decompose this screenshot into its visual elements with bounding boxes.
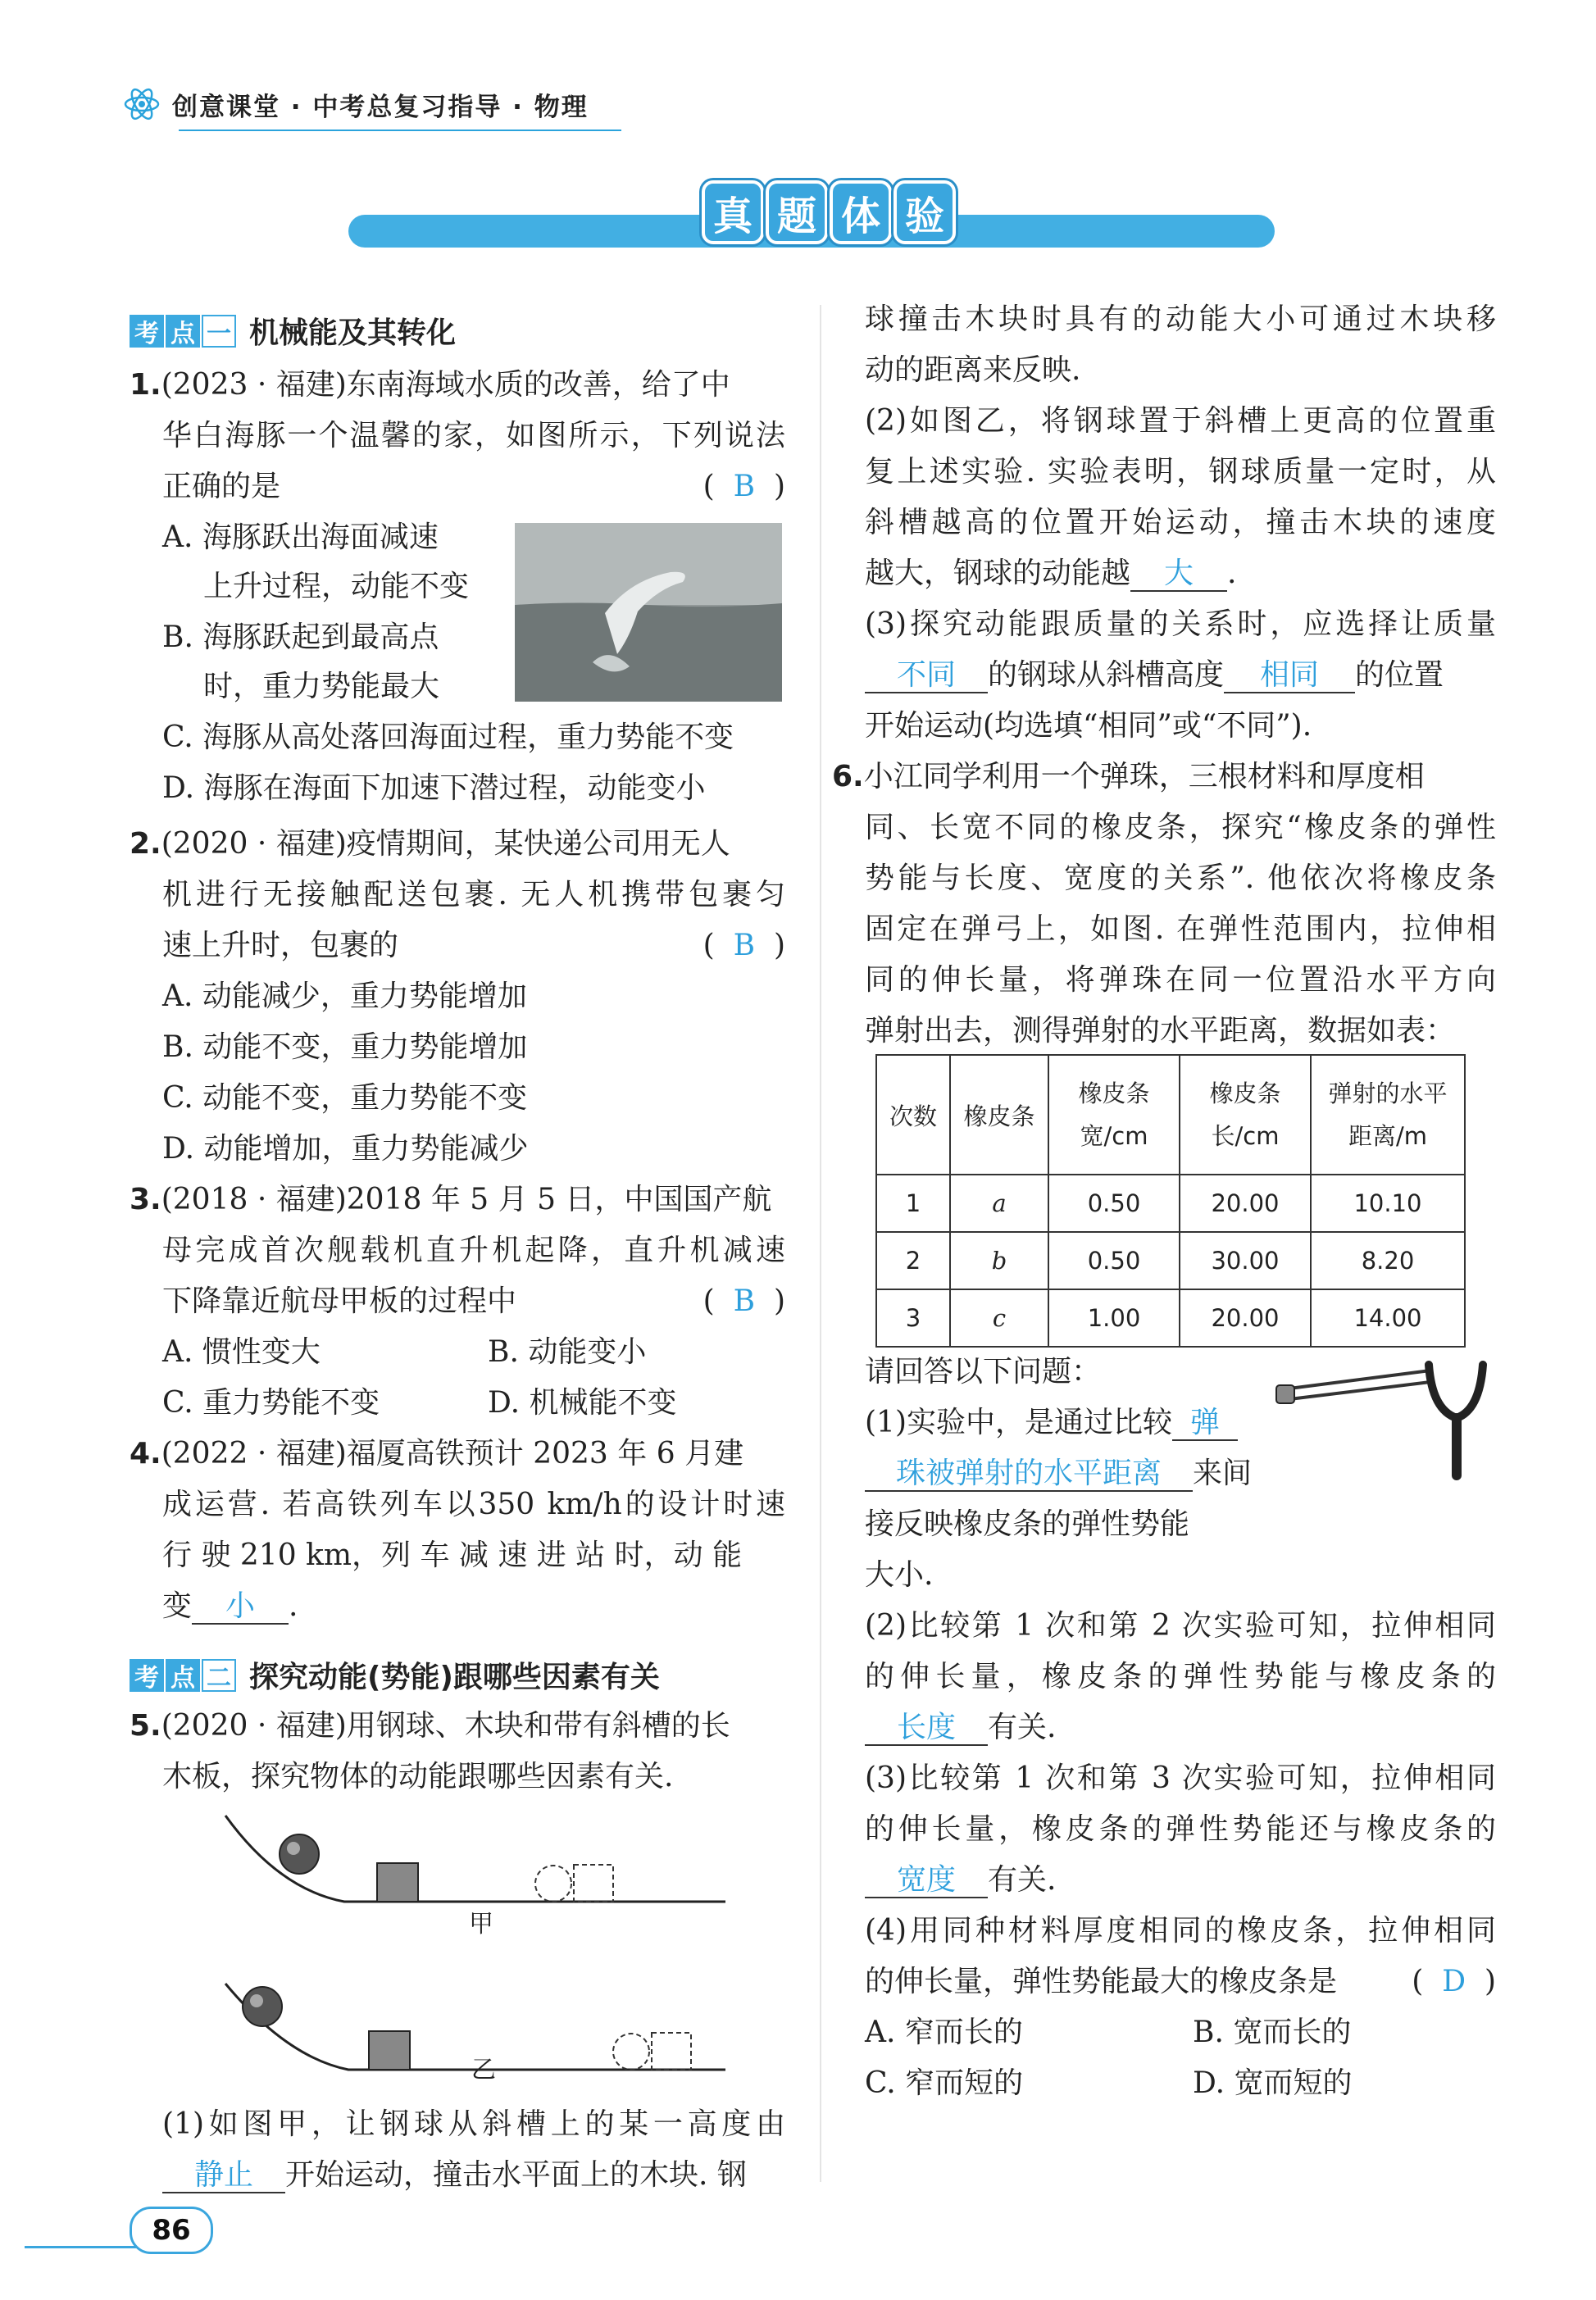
question-number: 1. <box>130 368 161 402</box>
q6-line2: 同、长宽不同的橡皮条，探究“橡皮条的弹性 <box>865 811 1496 844</box>
q6-p3-line1: (3)比较第 1 次和第 3 次实验可知，拉伸相同 <box>865 1761 1496 1795</box>
ramp-diagram-jia <box>225 1816 725 1902</box>
atom-icon <box>123 85 161 123</box>
wood-block <box>377 1863 418 1902</box>
q1-option-b2: 时，重力势能最大 <box>203 670 440 703</box>
section-title: 探究动能(势能)跟哪些因素有关 <box>249 1661 660 1694</box>
tag-char: 二 <box>202 1659 236 1692</box>
q1-option-a2: 上升过程，动能不变 <box>203 570 470 603</box>
q5-p2-line1: (2)如图乙，将钢球置于斜槽上更高的位置重 <box>865 404 1496 438</box>
table-row <box>876 1289 1465 1347</box>
q2-line3: 速上升时，包裹的 ( B ) <box>162 929 785 962</box>
q2-answer: B <box>733 929 756 962</box>
q6-p2-line3: 长度 有关. <box>865 1710 1056 1746</box>
tag-char: 点 <box>166 315 200 348</box>
tag-char: 一 <box>202 315 236 348</box>
column-divider <box>820 305 821 2182</box>
q6-p1-line1: (1)实验中，是通过比较 弹 <box>865 1405 1238 1441</box>
table-cell: a <box>950 1175 1048 1232</box>
q6-p3-line2: 的伸长量，橡皮条的弹性势能还与橡皮条的 <box>865 1812 1496 1846</box>
q5-p3-line2: 不同 的钢球从斜槽高度 相同 的位置 <box>865 657 1444 693</box>
table-header-row <box>876 1055 1465 1175</box>
q5-blank3: 不同 <box>865 659 988 693</box>
q1-answer: B <box>733 470 756 503</box>
q1-answer-bracket: ( B ) <box>703 470 785 503</box>
q4-line1: 4.(2022 · 福建)福厦高铁预计 2023 年 6 月建 <box>130 1437 744 1470</box>
q6-blank1-part2: 珠被弹射的水平距离 <box>865 1457 1193 1492</box>
table-cell: 8.20 <box>1311 1232 1465 1289</box>
section-heading-2 <box>130 1654 660 1696</box>
q3-answer: B <box>733 1284 756 1318</box>
q1-option-d: D. 海豚在海面下加速下潜过程，动能变小 <box>162 771 706 805</box>
banner-char: 体 <box>830 180 892 244</box>
q5-p2-line3: 斜槽越高的位置开始运动，撞击木块的速度 <box>865 506 1496 539</box>
banner-char: 题 <box>766 180 828 244</box>
steel-ball <box>243 1987 282 2026</box>
q6-line6: 弹射出去，测得弹射的水平距离，数据如表： <box>865 1014 1456 1048</box>
q4-line3: 行 驶 210 km，列 车 减 速 进 站 时，动 能 <box>162 1539 743 1572</box>
q6-line4: 固定在弹弓上，如图. 在弹性范围内，拉伸相 <box>865 912 1496 946</box>
running-header <box>123 85 589 123</box>
tag-char: 考 <box>130 315 164 348</box>
q1-option-a1: A. 海豚跃出海面减速 <box>162 520 439 554</box>
q5-blank2: 大 <box>1130 557 1227 592</box>
q6-p1-line3: 接反映橡皮条的弹性势能 <box>865 1507 1190 1541</box>
table-header: 橡皮条 宽/cm <box>1048 1055 1180 1175</box>
tag-char: 点 <box>166 1659 200 1692</box>
q5-line1: 5.(2020 · 福建)用钢球、木块和带有斜槽的长 <box>130 1709 730 1743</box>
table-cell: 3 <box>876 1289 950 1347</box>
table-cell: 30.00 <box>1180 1232 1311 1289</box>
q2-line1: 2.(2020 · 福建)疫情期间，某快递公司用无人 <box>130 827 730 861</box>
q6-answer: D <box>1442 1965 1466 1998</box>
q1-option-c: C. 海豚从高处落回海面过程，重力势能不变 <box>162 720 734 754</box>
q6-option-b: B. 宽而长的 <box>1193 2016 1352 2049</box>
table-header: 橡皮条 <box>950 1055 1048 1175</box>
section-heading-1 <box>130 310 456 352</box>
q3-option-b: B. 动能变小 <box>488 1335 647 1369</box>
table-header: 橡皮条 长/cm <box>1180 1055 1311 1175</box>
q5-p1-line2: 静止 开始运动，撞击水平面上的木块. 钢 <box>162 2157 747 2193</box>
q3-line1: 3.(2018 · 福建)2018 年 5 月 5 日，中国国产航 <box>130 1183 772 1216</box>
q5-p1-line1: (1)如图甲，让钢球从斜槽上的某一高度由 <box>162 2107 785 2141</box>
header-underline <box>179 130 621 131</box>
table-cell: c <box>950 1289 1048 1347</box>
table-row <box>876 1175 1465 1232</box>
dolphin-photo <box>515 523 782 702</box>
q2-option-c: C. 动能不变，重力势能不变 <box>162 1081 528 1115</box>
table-cell: 2 <box>876 1232 950 1289</box>
q6-p1-line4: 大小. <box>865 1558 934 1592</box>
q1-line3: 正确的是 ( B ) <box>162 470 785 503</box>
table-cell: 0.50 <box>1048 1232 1180 1289</box>
q5-p1-line3: 球撞击木块时具有的动能大小可通过木块移 <box>865 302 1496 336</box>
diagram-caption-jia: 甲 <box>469 1910 493 1939</box>
q6-line1: 6.小江同学利用一个弹珠，三根材料和厚度相 <box>832 760 1425 793</box>
q5-p3-line3: 开始运动(均选填“相同”或“不同”). <box>865 709 1312 743</box>
q5-line2: 木板，探究物体的动能跟哪些因素有关. <box>162 1760 674 1793</box>
q6-blank2: 长度 <box>865 1711 988 1746</box>
q1-option-b1: B. 海豚跃起到最高点 <box>162 620 439 654</box>
q6-line5: 同的伸长量，将弹珠在同一位置沿水平方向 <box>865 963 1496 997</box>
section-banner-title <box>702 180 957 244</box>
q6-option-a: A. 窄而长的 <box>865 2016 1023 2049</box>
q2-line2: 机进行无接触配送包裹. 无人机携带包裹匀 <box>162 878 785 911</box>
q5-blank1: 静止 <box>162 2159 285 2193</box>
section-title: 机械能及其转化 <box>249 316 457 350</box>
q6-p1-line2: 珠被弹射的水平距离 来间 <box>865 1456 1252 1492</box>
q3-line3: 下降靠近航母甲板的过程中 ( B ) <box>162 1284 785 1318</box>
q3-line2: 母完成首次舰载机直升机起降，直升机减速 <box>162 1234 785 1267</box>
q6-p3-line3: 宽度 有关. <box>865 1862 1056 1898</box>
q1-text: (2023 · 福建)东南海域水质的改善，给了中 <box>161 368 730 402</box>
q4-line2: 成运营. 若高铁列车以350 km/h的设计时速 <box>162 1488 785 1521</box>
table-header: 次数 <box>876 1055 950 1175</box>
header-title: 创意课堂 · 中考总复习指导 · 物理 <box>172 92 589 122</box>
table-cell: 20.00 <box>1180 1289 1311 1347</box>
q5-p1-line4: 动的距离来反映. <box>865 353 1081 387</box>
table-row <box>876 1232 1465 1289</box>
q5-p2-line2: 复上述实验. 实验表明，钢球质量一定时，从 <box>865 455 1496 489</box>
q6-blank3: 宽度 <box>865 1864 988 1898</box>
q2-option-d: D. 动能增加，重力势能减少 <box>162 1132 529 1166</box>
q1-line1 <box>130 367 787 403</box>
table-cell: 14.00 <box>1311 1289 1465 1347</box>
q6-line3: 势能与长度、宽度的关系”. 他依次将橡皮条 <box>865 861 1496 895</box>
q6-ask: 请回答以下问题： <box>865 1355 1102 1389</box>
data-table <box>875 1054 1466 1348</box>
q4-blank-answer: 小 <box>192 1590 289 1625</box>
q1-line2: 华白海豚一个温馨的家，如图所示，下列说法 <box>162 419 785 452</box>
steel-ball <box>280 1834 319 1874</box>
q3-option-a: A. 惯性变大 <box>162 1335 321 1369</box>
table-header: 弹射的水平 距离/m <box>1311 1055 1465 1175</box>
q5-p3-line1: (3)探究动能跟质量的关系时，应选择让质量 <box>865 607 1496 641</box>
q3-option-d: D. 机械能不变 <box>488 1386 677 1420</box>
section-tag <box>130 315 238 348</box>
table-cell: b <box>950 1232 1048 1289</box>
q6-blank1-part1: 弹 <box>1172 1407 1238 1441</box>
slingshot-illustration <box>1275 1352 1488 1484</box>
table-cell: 1.00 <box>1048 1289 1180 1347</box>
q3-option-c: C. 重力势能不变 <box>162 1386 380 1420</box>
q5-p2-line4: 越大，钢球的动能越 大 . <box>865 557 1237 590</box>
banner-char: 真 <box>702 180 764 244</box>
wood-block <box>369 2031 410 2070</box>
banner-char: 验 <box>893 180 956 244</box>
q6-p4-line1: (4)用同种材料厚度相同的橡皮条，拉伸相同 <box>865 1914 1496 1948</box>
tag-char: 考 <box>130 1659 164 1692</box>
q6-p4-line2: 的伸长量，弹性势能最大的橡皮条是 ( D ) <box>865 1965 1496 1998</box>
q6-p2-line1: (2)比较第 1 次和第 2 次实验可知，拉伸相同 <box>865 1609 1496 1643</box>
diagram-caption-yi: 乙 <box>471 2056 496 2084</box>
q6-p2-line2: 的伸长量，橡皮条的弹性势能与橡皮条的 <box>865 1660 1496 1693</box>
q5-blank4: 相同 <box>1224 659 1355 693</box>
q2-option-a: A. 动能减少，重力势能增加 <box>162 980 527 1013</box>
table-cell: 1 <box>876 1175 950 1232</box>
q6-option-c: C. 窄而短的 <box>865 2066 1024 2100</box>
page-number: 86 <box>130 2207 213 2254</box>
section-tag <box>130 1659 238 1692</box>
q2-option-b: B. 动能不变，重力势能增加 <box>162 1030 528 1064</box>
table-cell: 20.00 <box>1180 1175 1311 1232</box>
q4-line4: 变 小 . <box>162 1589 298 1623</box>
table-cell: 0.50 <box>1048 1175 1180 1232</box>
table-cell: 10.10 <box>1311 1175 1465 1232</box>
q6-option-d: D. 宽而短的 <box>1193 2066 1353 2100</box>
ramp-experiment-diagram <box>221 1807 738 2086</box>
